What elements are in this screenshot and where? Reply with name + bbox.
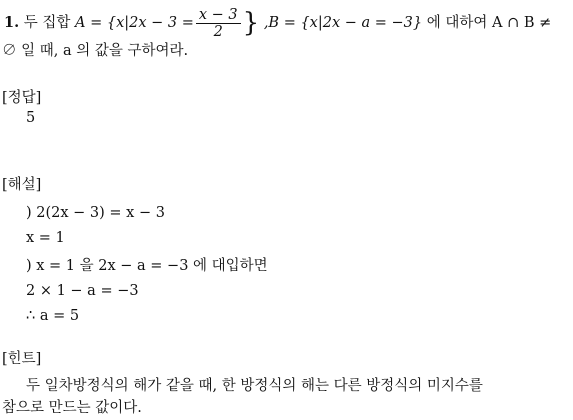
problem-number: 1. [4, 14, 20, 31]
set-a-close-brace: } [242, 8, 260, 38]
set-b-definition: ,B = {x|2x − a = −3} [263, 15, 423, 31]
solution-step: 2 × 1 − a = −3 [26, 283, 139, 299]
solution-step: ∴ a = 5 [26, 308, 80, 324]
solution-step: ) x = 1 을 2x − a = −3 에 대입하면 [26, 258, 268, 274]
fraction-numerator: x − 3 [196, 7, 241, 24]
problem-line-2: ∅ 일 때, a 의 값을 구하여라. [2, 43, 189, 59]
fraction-denominator: 2 [213, 23, 223, 40]
hint-heading: [힌트] [2, 351, 42, 367]
answer-value: 5 [26, 110, 36, 126]
problem-line-1 [4, 6, 551, 40]
solution-heading: [해설] [2, 177, 42, 193]
problem-text-prefix: 두 집합 [23, 15, 71, 31]
answer-heading: [정답] [2, 90, 42, 106]
set-a-definition: A = {x|2x − 3 = [75, 15, 194, 31]
hint-text-line-1: 두 일차방정식의 해가 같을 때, 한 방정식의 해는 다른 방정식의 미지수를 [26, 378, 483, 394]
hint-text-line-2: 참으로 만드는 값이다. [2, 400, 142, 416]
solution-step: ) 2(2x − 3) = x − 3 [26, 205, 165, 221]
problem-text-suffix: 에 대하여 A ∩ B ≠ [426, 15, 552, 31]
solution-step: x = 1 [26, 230, 65, 246]
fraction [196, 7, 241, 40]
